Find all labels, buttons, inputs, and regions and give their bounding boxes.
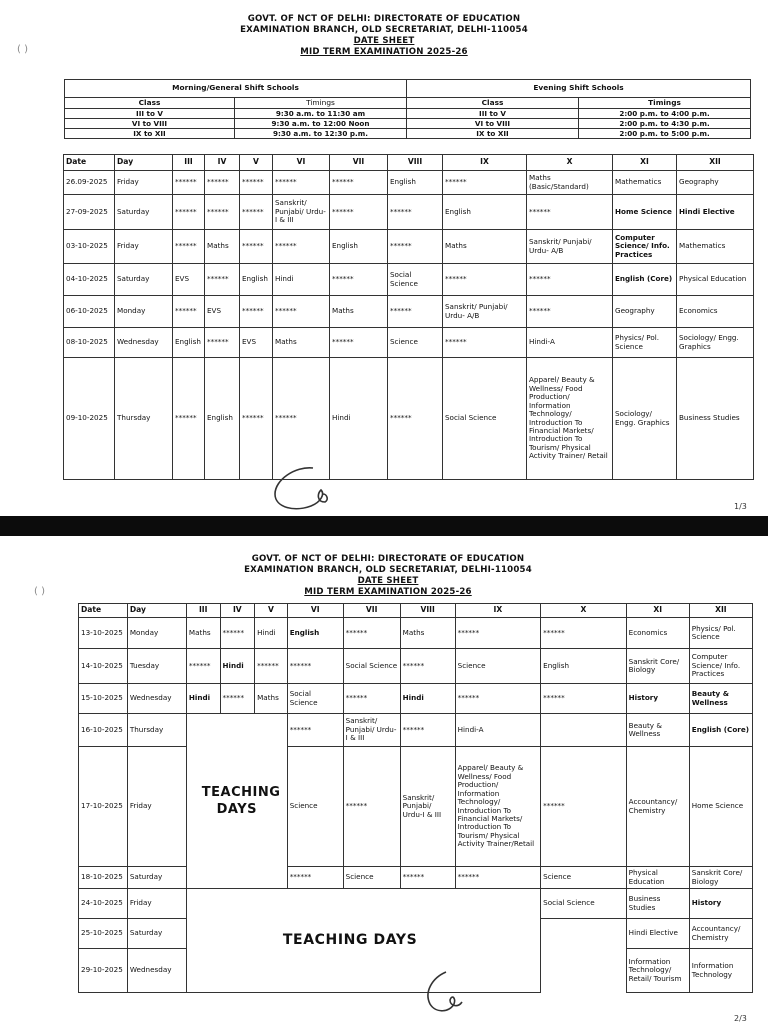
cell-IV: Hindi bbox=[220, 649, 255, 684]
cell-V: ****** bbox=[240, 296, 273, 328]
cell-date: 04-10-2025 bbox=[64, 264, 115, 296]
cell-VI: Hindi bbox=[273, 264, 330, 296]
cell-III: Hindi bbox=[186, 684, 220, 714]
table-row bbox=[64, 296, 754, 328]
cell-XII: Economics bbox=[677, 296, 754, 328]
cell-V: EVS bbox=[240, 328, 273, 358]
cell-X: ****** bbox=[541, 618, 627, 649]
col-header-ix: IX bbox=[443, 155, 527, 171]
cell-IV: ****** bbox=[220, 618, 255, 649]
cell-X-empty bbox=[541, 919, 627, 949]
cell-XII: Beauty & Wellness bbox=[689, 684, 752, 714]
table-row bbox=[79, 618, 753, 649]
cell-X: Sanskrit/ Punjabi/ Urdu- A/B bbox=[527, 230, 613, 264]
col-header-vi: VI bbox=[273, 155, 330, 171]
page-number: 1/3 bbox=[734, 502, 747, 511]
cell-X: ****** bbox=[527, 264, 613, 296]
cell-IX: ****** bbox=[443, 171, 527, 195]
cell-VII: Science bbox=[343, 867, 400, 889]
cell-IV: ****** bbox=[205, 195, 240, 230]
cell-XI: Physics/ Pol. Science bbox=[613, 328, 677, 358]
cell-date: 16-10-2025 bbox=[79, 714, 128, 747]
cell-VI: ****** bbox=[273, 230, 330, 264]
cell-date: 29-10-2025 bbox=[79, 949, 128, 993]
morning-shift-title: Morning/General Shift Schools bbox=[65, 80, 407, 98]
morning-time: 9:30 a.m. to 12:00 Noon bbox=[235, 119, 407, 129]
cell-IV: ****** bbox=[205, 171, 240, 195]
cell-XII: Computer Science/ Info. Practices bbox=[689, 649, 752, 684]
cell-III: ****** bbox=[173, 296, 205, 328]
table-row bbox=[64, 358, 754, 480]
col-header-vii: VII bbox=[330, 155, 388, 171]
cell-date: 15-10-2025 bbox=[79, 684, 128, 714]
cell-X: ****** bbox=[541, 747, 627, 867]
cell-V: English bbox=[240, 264, 273, 296]
cell-IX: ****** bbox=[455, 618, 541, 649]
col-timings: Timings bbox=[235, 98, 407, 109]
teaching-days-label: TEACHING DAYS bbox=[282, 932, 418, 949]
cell-day: Wednesday bbox=[127, 949, 186, 993]
cell-VIII: ****** bbox=[388, 358, 443, 480]
cell-VI: ****** bbox=[273, 296, 330, 328]
col-header-x: X bbox=[541, 604, 627, 618]
table-header-row bbox=[79, 604, 753, 618]
cell-IV: English bbox=[205, 358, 240, 480]
cell-VIII: Science bbox=[388, 328, 443, 358]
cell-date: 18-10-2025 bbox=[79, 867, 128, 889]
table-header-row bbox=[64, 155, 754, 171]
cell-XII: Physics/ Pol. Science bbox=[689, 618, 752, 649]
morning-class: IX to XII bbox=[65, 129, 235, 139]
table-row bbox=[64, 264, 754, 296]
cell-day: Monday bbox=[115, 296, 173, 328]
shift-timings-table bbox=[64, 79, 751, 139]
cell-XI: Accountancy/ Chemistry bbox=[626, 747, 689, 867]
cell-XI: Computer Science/ Info. Practices bbox=[613, 230, 677, 264]
cell-X-empty bbox=[541, 714, 627, 747]
cell-V: Hindi bbox=[255, 618, 288, 649]
col-header-ix: IX bbox=[455, 604, 541, 618]
cell-VIII: ****** bbox=[400, 714, 455, 747]
cell-day: Wednesday bbox=[115, 328, 173, 358]
cell-XI: Home Science bbox=[613, 195, 677, 230]
cell-VIII: ****** bbox=[400, 867, 455, 889]
cell-III: Maths bbox=[186, 618, 220, 649]
table-row bbox=[64, 230, 754, 264]
col-header-iii: III bbox=[186, 604, 220, 618]
date-sheet-table-2 bbox=[78, 603, 753, 993]
punch-hole-mark: ( ) bbox=[34, 586, 45, 597]
cell-XII: Physical Education bbox=[677, 264, 754, 296]
morning-time: 9:30 a.m. to 11:30 am bbox=[235, 109, 407, 119]
cell-day: Friday bbox=[127, 747, 186, 867]
document-header bbox=[4, 554, 768, 598]
col-header-iv: IV bbox=[205, 155, 240, 171]
cell-X: ****** bbox=[527, 195, 613, 230]
header-line1: GOVT. OF NCT OF DELHI: DIRECTORATE OF EDUCATION bbox=[247, 14, 521, 24]
cell-date: 09-10-2025 bbox=[64, 358, 115, 480]
cell-XII: English (Core) bbox=[689, 714, 752, 747]
cell-IX: Apparel/ Beauty & Wellness/ Food Production/ Information Technology/ Introduction To Financial Markets/ Introduction To Tourism/ Physical Activity Trainer/Retail bbox=[455, 747, 541, 867]
cell-VI: English bbox=[287, 618, 343, 649]
cell-XI: English (Core) bbox=[613, 264, 677, 296]
col-header-vi: VI bbox=[287, 604, 343, 618]
evening-time: 2:00 p.m. to 4:00 p.m. bbox=[579, 109, 751, 119]
cell-day: Friday bbox=[115, 171, 173, 195]
cell-III: ****** bbox=[173, 171, 205, 195]
table-row bbox=[64, 171, 754, 195]
cell-X-empty bbox=[541, 949, 627, 993]
cell-X: Hindi-A bbox=[527, 328, 613, 358]
cell-day: Saturday bbox=[115, 195, 173, 230]
morning-time: 9:30 a.m. to 12:30 p.m. bbox=[235, 129, 407, 139]
cell-IX: Social Science bbox=[443, 358, 527, 480]
cell-IV: Maths bbox=[205, 230, 240, 264]
signature-image bbox=[265, 460, 345, 516]
cell-V: ****** bbox=[240, 230, 273, 264]
cell-VII: English bbox=[330, 230, 388, 264]
col-header-xii: XII bbox=[689, 604, 752, 618]
table-row bbox=[79, 684, 753, 714]
cell-XII: Sanskrit Core/ Biology bbox=[689, 867, 752, 889]
cell-XII: Information Technology bbox=[689, 949, 752, 993]
cell-VIII: English bbox=[388, 171, 443, 195]
col-header-iv: IV bbox=[220, 604, 255, 618]
cell-XI: Physical Education bbox=[626, 867, 689, 889]
header-line3: DATE SHEET bbox=[353, 36, 415, 46]
col-class: Class bbox=[65, 98, 235, 109]
cell-XI: Information Technology/ Retail/ Tourism bbox=[626, 949, 689, 993]
cell-date: 26.09-2025 bbox=[64, 171, 115, 195]
cell-VIII: ****** bbox=[388, 195, 443, 230]
cell-IX: Science bbox=[455, 649, 541, 684]
cell-XI: Hindi Elective bbox=[626, 919, 689, 949]
cell-VII: ****** bbox=[330, 195, 388, 230]
table-row bbox=[79, 889, 753, 919]
cell-IV: ****** bbox=[205, 264, 240, 296]
date-sheet-table-1 bbox=[63, 154, 754, 480]
teaching-days-block bbox=[186, 714, 287, 889]
punch-hole-mark: ( ) bbox=[17, 44, 28, 55]
col-header-date: Date bbox=[64, 155, 115, 171]
cell-VII: Hindi bbox=[330, 358, 388, 480]
cell-VII: ****** bbox=[330, 171, 388, 195]
cell-VII: ****** bbox=[330, 328, 388, 358]
cell-X: ****** bbox=[541, 684, 627, 714]
table-row bbox=[64, 328, 754, 358]
cell-XII: Accountancy/ Chemistry bbox=[689, 919, 752, 949]
header-line1: GOVT. OF NCT OF DELHI: DIRECTORATE OF EDUCATION bbox=[251, 554, 525, 564]
cell-X: Maths (Basic/Standard) bbox=[527, 171, 613, 195]
cell-date: 27-09-2025 bbox=[64, 195, 115, 230]
cell-VI: ****** bbox=[287, 867, 343, 889]
cell-VII: Social Science bbox=[343, 649, 400, 684]
evening-time: 2:00 p.m. to 4:30 p.m. bbox=[579, 119, 751, 129]
evening-shift-title: Evening Shift Schools bbox=[407, 80, 751, 98]
cell-VI: Maths bbox=[273, 328, 330, 358]
col-header-day: Day bbox=[115, 155, 173, 171]
cell-day: Friday bbox=[127, 889, 186, 919]
table-row bbox=[64, 195, 754, 230]
document-header bbox=[0, 14, 768, 58]
cell-IV: EVS bbox=[205, 296, 240, 328]
cell-III: EVS bbox=[173, 264, 205, 296]
page-2 bbox=[0, 536, 768, 1024]
col-header-vii: VII bbox=[343, 604, 400, 618]
evening-class: IX to XII bbox=[407, 129, 579, 139]
cell-XI: Mathematics bbox=[613, 171, 677, 195]
cell-V: ****** bbox=[240, 358, 273, 480]
cell-VII: Maths bbox=[330, 296, 388, 328]
cell-VIII: ****** bbox=[388, 296, 443, 328]
cell-day: Saturday bbox=[127, 867, 186, 889]
cell-day: Wednesday bbox=[127, 684, 186, 714]
cell-VIII: Maths bbox=[400, 618, 455, 649]
cell-date: 24-10-2025 bbox=[79, 889, 128, 919]
col-class: Class bbox=[407, 98, 579, 109]
col-header-v: V bbox=[255, 604, 288, 618]
cell-date: 14-10-2025 bbox=[79, 649, 128, 684]
cell-XII: Sociology/ Engg. Graphics bbox=[677, 328, 754, 358]
col-header-xii: XII bbox=[677, 155, 754, 171]
cell-IX: Maths bbox=[443, 230, 527, 264]
cell-day: Saturday bbox=[127, 919, 186, 949]
morning-class: VI to VIII bbox=[65, 119, 235, 129]
cell-day: Tuesday bbox=[127, 649, 186, 684]
col-header-date: Date bbox=[79, 604, 128, 618]
table-row bbox=[79, 649, 753, 684]
evening-time: 2:00 p.m. to 5:00 p.m. bbox=[579, 129, 751, 139]
cell-XII: Mathematics bbox=[677, 230, 754, 264]
cell-X: English bbox=[541, 649, 627, 684]
header-line4: MID TERM EXAMINATION 2025-26 bbox=[300, 47, 468, 57]
col-header-xi: XI bbox=[626, 604, 689, 618]
cell-day: Thursday bbox=[127, 714, 186, 747]
cell-XII: Geography bbox=[677, 171, 754, 195]
cell-V: Maths bbox=[255, 684, 288, 714]
cell-VI: ****** bbox=[273, 171, 330, 195]
cell-day: Monday bbox=[127, 618, 186, 649]
cell-V: ****** bbox=[240, 171, 273, 195]
evening-class: VI to VIII bbox=[407, 119, 579, 129]
cell-IX: ****** bbox=[455, 867, 541, 889]
cell-VI: Science bbox=[287, 747, 343, 867]
cell-date: 17-10-2025 bbox=[79, 747, 128, 867]
col-header-day: Day bbox=[127, 604, 186, 618]
cell-VIII: Hindi bbox=[400, 684, 455, 714]
cell-IX: Hindi-A bbox=[455, 714, 541, 747]
cell-date: 06-10-2025 bbox=[64, 296, 115, 328]
page-number: 2/3 bbox=[734, 1014, 747, 1023]
cell-VIII: Sanskrit/ Punjabi/ Urdu-I & III bbox=[400, 747, 455, 867]
cell-VIII: ****** bbox=[388, 230, 443, 264]
cell-VII: Sanskrit/ Punjabi/ Urdu-I & III bbox=[343, 714, 400, 747]
cell-IV: ****** bbox=[205, 328, 240, 358]
col-timings: Timings bbox=[579, 98, 751, 109]
cell-XII: History bbox=[689, 889, 752, 919]
col-header-xi: XI bbox=[613, 155, 677, 171]
cell-XII: Home Science bbox=[689, 747, 752, 867]
cell-XI: Economics bbox=[626, 618, 689, 649]
cell-day: Thursday bbox=[115, 358, 173, 480]
morning-class: III to V bbox=[65, 109, 235, 119]
cell-IX: ****** bbox=[455, 684, 541, 714]
cell-III: English bbox=[173, 328, 205, 358]
cell-III: ****** bbox=[173, 358, 205, 480]
cell-IX: ****** bbox=[443, 264, 527, 296]
cell-XI: Sanskrit Core/ Biology bbox=[626, 649, 689, 684]
cell-VI: ****** bbox=[273, 358, 330, 480]
cell-XII: Hindi Elective bbox=[677, 195, 754, 230]
col-header-viii: VIII bbox=[388, 155, 443, 171]
cell-X: Apparel/ Beauty & Wellness/ Food Production/ Information Technology/ Introduction To Financial Markets/ Introduction To Tourism/ Physical Activity Trainer/ Retail bbox=[527, 358, 613, 480]
col-header-iii: III bbox=[173, 155, 205, 171]
teaching-days-label: TEACHING DAYS bbox=[201, 785, 281, 817]
cell-IV: ****** bbox=[220, 684, 255, 714]
cell-X: Science bbox=[541, 867, 627, 889]
cell-VII: ****** bbox=[343, 747, 400, 867]
cell-VII: ****** bbox=[343, 684, 400, 714]
cell-date: 08-10-2025 bbox=[64, 328, 115, 358]
cell-IX: English bbox=[443, 195, 527, 230]
cell-VI: ****** bbox=[287, 714, 343, 747]
cell-X: ****** bbox=[527, 296, 613, 328]
cell-VII: ****** bbox=[343, 618, 400, 649]
teaching-days-block bbox=[186, 889, 540, 993]
cell-XII: Business Studies bbox=[677, 358, 754, 480]
cell-IX: Sanskrit/ Punjabi/ Urdu- A/B bbox=[443, 296, 527, 328]
table-row bbox=[79, 747, 753, 867]
signature-image bbox=[418, 966, 478, 1020]
cell-day: Friday bbox=[115, 230, 173, 264]
table-row bbox=[79, 714, 753, 747]
cell-X: Social Science bbox=[541, 889, 627, 919]
cell-XI: History bbox=[626, 684, 689, 714]
header-line4: MID TERM EXAMINATION 2025-26 bbox=[304, 587, 472, 597]
cell-V: ****** bbox=[255, 649, 288, 684]
cell-VIII: Social Science bbox=[388, 264, 443, 296]
cell-V: ****** bbox=[240, 195, 273, 230]
cell-VIII: ****** bbox=[400, 649, 455, 684]
cell-VI: Sanskrit/ Punjabi/ Urdu-I & III bbox=[273, 195, 330, 230]
page-separator bbox=[0, 516, 768, 536]
header-line3: DATE SHEET bbox=[357, 576, 419, 586]
cell-XI: Geography bbox=[613, 296, 677, 328]
cell-IX: ****** bbox=[443, 328, 527, 358]
cell-III: ****** bbox=[173, 230, 205, 264]
cell-III: ****** bbox=[173, 195, 205, 230]
cell-date: 13-10-2025 bbox=[79, 618, 128, 649]
cell-VII: ****** bbox=[330, 264, 388, 296]
header-line2: EXAMINATION BRANCH, OLD SECRETARIAT, DELHI-110054 bbox=[240, 25, 528, 35]
cell-XI: Business Studies bbox=[626, 889, 689, 919]
col-header-x: X bbox=[527, 155, 613, 171]
header-line2: EXAMINATION BRANCH, OLD SECRETARIAT, DELHI-110054 bbox=[244, 565, 532, 575]
cell-VI: ****** bbox=[287, 649, 343, 684]
cell-XI: Beauty & Wellness bbox=[626, 714, 689, 747]
cell-VI: Social Science bbox=[287, 684, 343, 714]
evening-class: III to V bbox=[407, 109, 579, 119]
cell-XI: Sociology/ Engg. Graphics bbox=[613, 358, 677, 480]
col-header-viii: VIII bbox=[400, 604, 455, 618]
col-header-v: V bbox=[240, 155, 273, 171]
cell-date: 03-10-2025 bbox=[64, 230, 115, 264]
cell-day: Saturday bbox=[115, 264, 173, 296]
table-row bbox=[79, 867, 753, 889]
cell-III: ****** bbox=[186, 649, 220, 684]
cell-date: 25-10-2025 bbox=[79, 919, 128, 949]
